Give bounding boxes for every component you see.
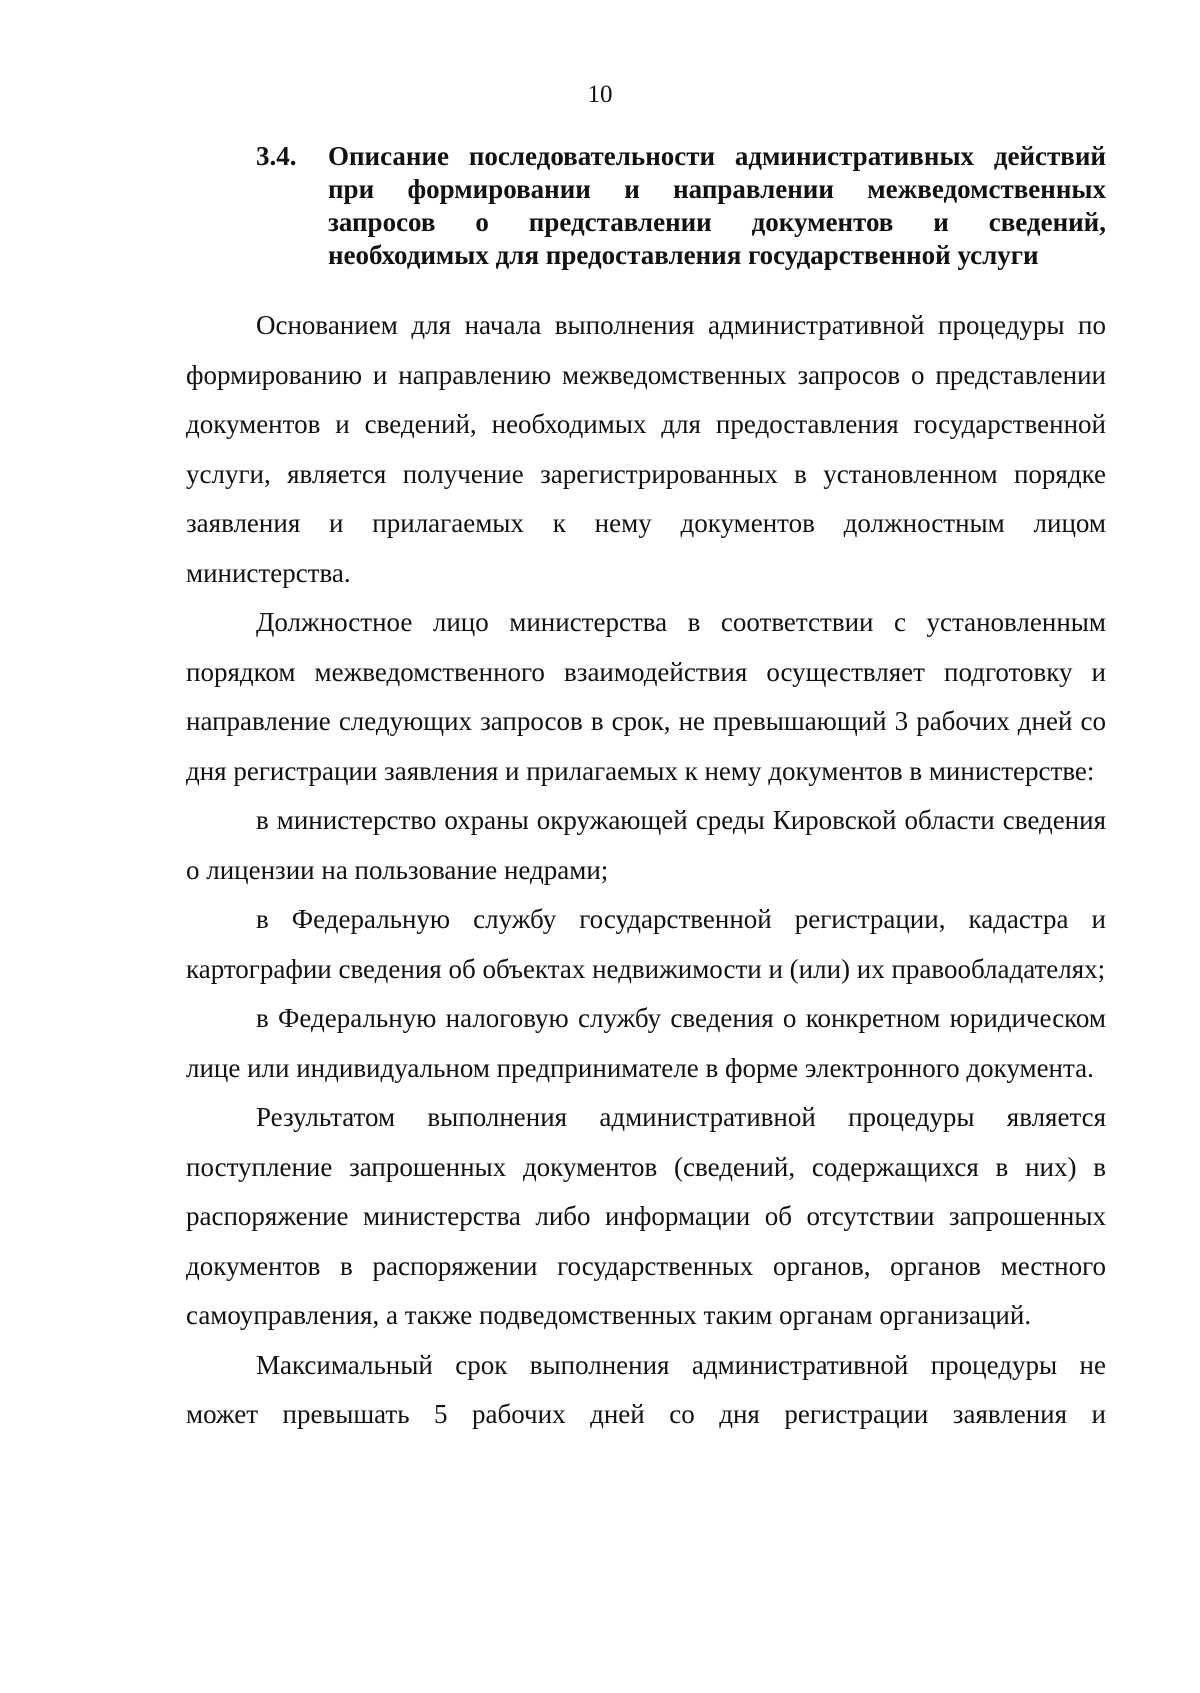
paragraph-request-environment-ministry: в министерство охраны окружающей среды Кировской области сведения о лицензии на пользование недрами; — [186, 805, 1106, 885]
paragraph-result: Результатом выполнения административной процедуры является поступление запрошенных документов (сведений, содержащихся в них) в распоряжение министерства либо информации об отсутствии запрошенных документов в распоряжении государственных органов, органов местного самоуправления, а также подведомственных таким органам организаций. — [186, 1102, 1106, 1330]
paragraph-basis: Основанием для начала выполнения административной процедуры по формированию и направлению межведомственных запросов о представлении документов и сведений, необходимых для предоставления государственной услуги, является получение зарегистрированных в установленном порядке заявления и прилагаемых к нему документов должностным лицом министерства. — [186, 310, 1106, 588]
paragraph-request-tax-service: в Федеральную налоговую службу сведения о конкретном юридическом лице или индивидуальном предпринимателе в форме электронного документа. — [186, 1003, 1106, 1083]
paragraph-official-requests: Должностное лицо министерства в соответствии с установленным порядком межведомственного взаимодействия осуществляет подготовку и направление следующих запросов в срок, не превышающий 3 рабочих дней со дня регистрации заявления и прилагаемых к нему документов в министерстве: — [186, 607, 1106, 786]
paragraph-request-rosreestr: в Федеральную службу государственной регистрации, кадастра и картографии сведения об объектах недвижимости и (или) их правообладателях; — [186, 904, 1106, 984]
section-number: 3.4. — [256, 141, 297, 171]
section-title: Описание последовательности административных действий при формировании и направлении межведомственных запросов о представлении документов и сведений, необходимых для предоставления государственной услуги — [328, 141, 1106, 270]
section-heading — [256, 140, 1106, 272]
paragraph-max-term: Максимальный срок выполнения административной процедуры не может превышать 5 рабочих дней со дня регистрации заявления и — [186, 1349, 1106, 1429]
page-number: 10 — [587, 81, 613, 108]
body-text — [186, 301, 1106, 1440]
